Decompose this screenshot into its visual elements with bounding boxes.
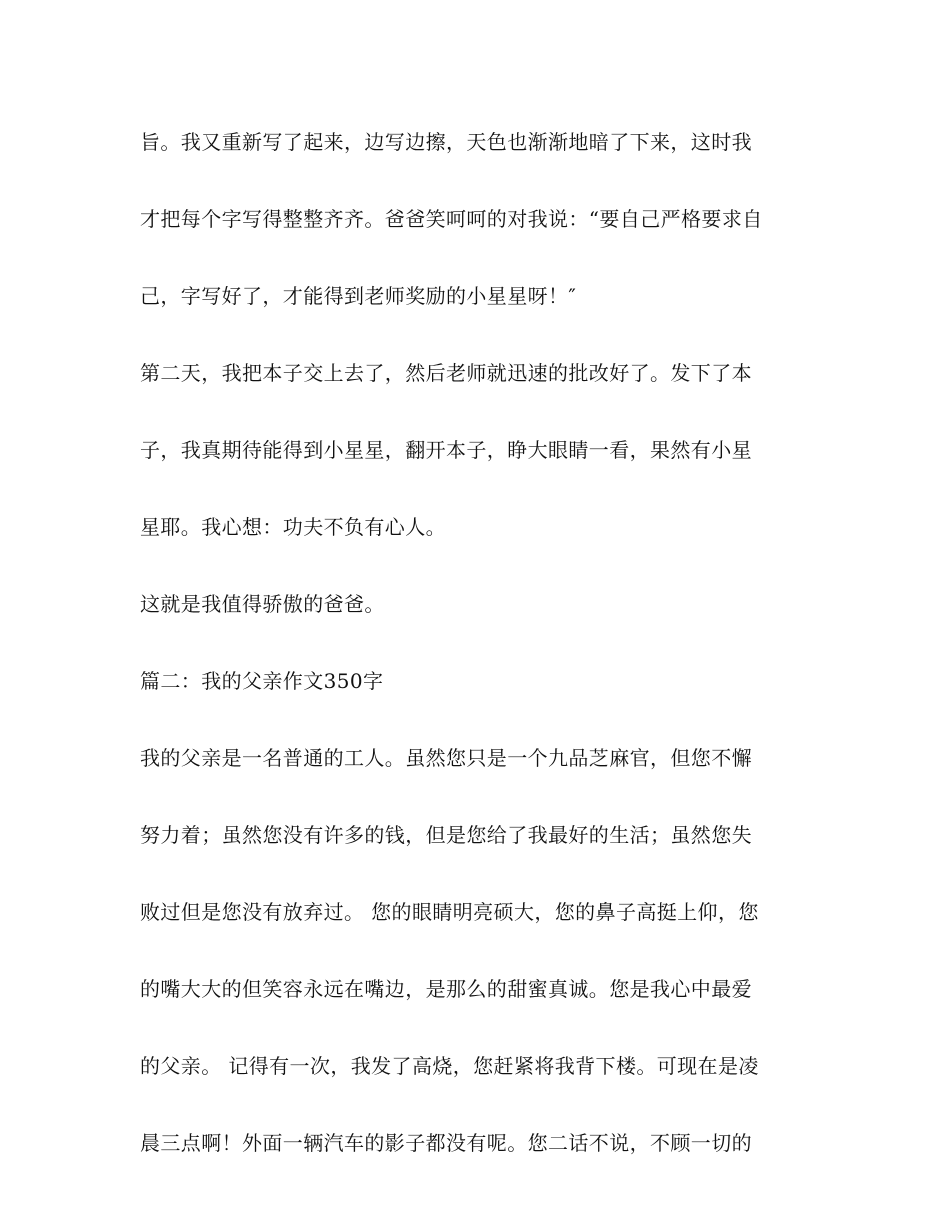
text-line: 努力着；虽然您没有许多的钱，但是您给了我最好的生活；虽然您失 bbox=[140, 823, 752, 847]
section-heading: 篇二：我的父亲作文350字 bbox=[140, 669, 384, 693]
text-line: 才把每个字写得整整齐齐。爸爸笑呵呵的对我说：“要自己严格要求自 bbox=[140, 207, 763, 231]
text-line: 这就是我值得骄傲的爸爸。 bbox=[140, 592, 385, 616]
text-line: 的嘴大大的但笑容永远在嘴边，是那么的甜蜜真诚。您是我心中最爱 bbox=[140, 977, 752, 1001]
text-line: 我的父亲是一名普通的工人。虽然您只是一个九品芝麻官，但您不懈 bbox=[140, 746, 752, 770]
text-line: 旨。我又重新写了起来，边写边擦，天色也渐渐地暗了下来，这时我 bbox=[140, 130, 752, 154]
text-line: 己，字写好了，才能得到老师奖励的小星星呀！″ bbox=[140, 284, 577, 308]
text-line: 败过但是您没有放弃过。 您的眼睛明亮硕大，您的鼻子高挺上仰，您 bbox=[140, 900, 759, 924]
essay-text bbox=[140, 122, 810, 1200]
text-line: 子，我真期待能得到小星星，翻开本子，睁大眼睛一看，果然有小星 bbox=[140, 438, 752, 462]
text-line: 的父亲。 记得有一次，我发了高烧，您赶紧将我背下楼。可现在是凌 bbox=[140, 1054, 759, 1078]
text-line: 星耶。我心想：功夫不负有心人。 bbox=[140, 515, 446, 539]
text-line: 晨三点啊！外面一辆汽车的影子都没有呢。您二话不说，不顾一切的 bbox=[140, 1131, 752, 1155]
text-line: 第二天，我把本子交上去了，然后老师就迅速的批改好了。发下了本 bbox=[140, 361, 752, 385]
